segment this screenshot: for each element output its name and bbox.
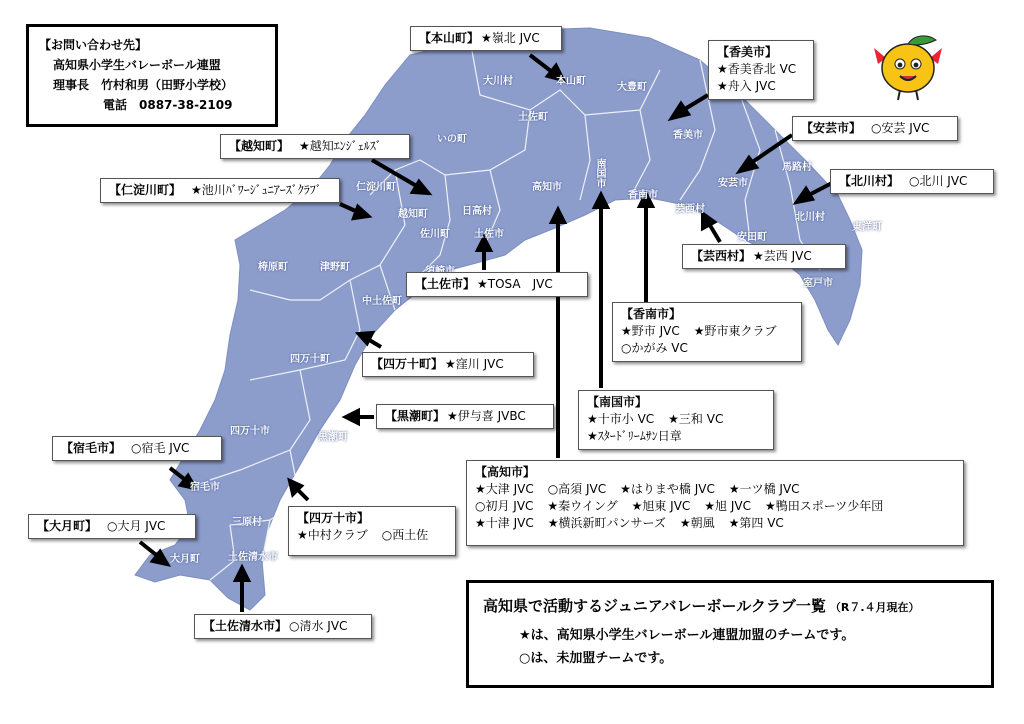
muni-label: 越知町 [398, 209, 428, 220]
team-name: ★ｽﾀｰﾄﾞﾘｰﾑｻﾝ日章 [587, 429, 682, 443]
muni-label: 高知市 [532, 182, 562, 193]
contact-heading: 【お問い合わせ先】 [39, 38, 148, 52]
contact-org: 高知県小学生バレーボール連盟 [53, 58, 221, 72]
team-name: ★秦ウイング [547, 499, 618, 513]
box-title: 【本山町】 [419, 31, 480, 45]
box-title: 【土佐市】 [415, 277, 476, 291]
muni-label: 三原村 [232, 517, 262, 528]
legend-box [466, 580, 994, 688]
muni-label: 土佐町 [518, 112, 548, 123]
team-name: ○かがみ VC [621, 341, 688, 355]
box-title: 【大月町】 [37, 519, 98, 533]
team-name: ★嶺北 JVC [481, 31, 540, 45]
yuzu-mascot-icon [862, 28, 954, 102]
team-box-kochi [466, 460, 964, 546]
muni-label: 香美市 [673, 130, 703, 141]
team-name: ★はりまや橋 JVC [620, 482, 715, 496]
muni-label: 安田町 [737, 232, 767, 243]
muni-label: 東洋町 [852, 222, 882, 233]
team-box-tosashimizu [194, 614, 372, 639]
team-box-kuroshio [376, 404, 554, 429]
box-title: 【芸西村】 [691, 249, 752, 263]
team-name: ○高須 JVC [547, 482, 607, 496]
box-title: 【四万十町】 [371, 357, 444, 371]
muni-label: 土佐市 [474, 229, 504, 240]
team-name: ★旭 JVC [704, 499, 751, 513]
box-title: 【北川村】 [839, 174, 900, 188]
muni-label: 津野町 [320, 262, 350, 273]
team-box-nankoku [578, 390, 774, 450]
team-box-kami [708, 40, 814, 100]
muni-label: 宿毛市 [190, 482, 220, 493]
contact-phone: 電話 0887-38-2109 [103, 98, 233, 112]
team-box-sukumo [52, 436, 222, 461]
team-name: ○清水 JVC [289, 619, 348, 633]
box-title: 【宿毛市】 [61, 441, 122, 455]
team-name: ★鴨田スポーツ少年団 [765, 499, 884, 513]
team-name: ○安芸 JVC [871, 121, 930, 135]
legend-note-star: ★は、高知県小学生バレーボール連盟加盟のチームです。 [519, 628, 855, 643]
team-name: ★越知ｴﾝｼﾞｪﾙｽﾞ [299, 139, 382, 153]
team-box-aki [792, 116, 958, 141]
team-name: ★第四 VC [728, 516, 784, 530]
box-title: 【高知市】 [475, 465, 536, 479]
muni-label: 日高村 [462, 206, 492, 217]
team-name: ★中村クラブ [297, 528, 368, 542]
legend-note-circle: ○は、未加盟チームです。 [519, 651, 673, 666]
box-title: 【土佐清水市】 [203, 619, 288, 633]
muni-label: いの町 [437, 134, 467, 145]
team-name: ★十市小 VC [587, 412, 655, 426]
team-box-otsuki [28, 514, 196, 539]
muni-label: 芸西村 [675, 204, 705, 215]
team-box-tosa-city [406, 272, 588, 297]
contact-chair: 理事長 竹村和男（田野小学校） [53, 78, 234, 92]
box-title: 【安芸市】 [801, 121, 862, 135]
team-name: ★三和 VC [668, 412, 724, 426]
team-box-shimanto-cho [362, 352, 534, 377]
muni-label: 佐川町 [420, 229, 450, 240]
muni-label: 北川村 [795, 212, 825, 223]
team-name: ○大月 JVC [107, 519, 166, 533]
team-name: ★野市 JVC [621, 324, 680, 338]
team-box-ochi [220, 134, 410, 159]
team-box-geisei [682, 244, 846, 269]
muni-label: 梼原町 [258, 262, 288, 273]
team-name: ★野市東クラブ [693, 324, 777, 338]
contact-info-box [26, 24, 278, 127]
muni-label: 本山町 [556, 76, 586, 87]
team-name: ★旭東 JVC [631, 499, 691, 513]
legend-title-row [483, 595, 977, 616]
box-title: 【四万十市】 [297, 511, 370, 525]
team-name: ★十津 JVC [475, 516, 534, 530]
box-title: 【香南市】 [621, 307, 682, 321]
team-box-motoyama [410, 26, 562, 51]
legend-title: 高知県で活動するジュニアバレーボールクラブ一覧 [483, 597, 826, 615]
muni-label: 四万十町 [290, 354, 330, 365]
muni-label: 大豊町 [617, 82, 647, 93]
muni-label: 安芸市 [718, 178, 748, 189]
muni-label: 黒潮町 [318, 432, 348, 443]
muni-label: 室戸市 [803, 278, 833, 289]
muni-label: 大月町 [170, 554, 200, 565]
muni-label: 南国市 [594, 158, 605, 188]
team-name: ○宿毛 JVC [131, 441, 190, 455]
team-name: ★一ツ橋 JVC [728, 482, 800, 496]
team-name: ★香美香北 VC [717, 62, 797, 76]
team-box-kitagawa [830, 169, 994, 194]
team-name: ○初月 JVC [475, 499, 534, 513]
team-name: ★窪川 JVC [445, 357, 504, 371]
muni-label: 土佐清水市 [228, 552, 278, 563]
box-title: 【黒潮町】 [385, 409, 446, 423]
box-title: 【仁淀川町】 [109, 183, 182, 197]
team-name: ★舟入 JVC [717, 79, 776, 93]
legend-date: （R７.４月現在） [829, 601, 920, 614]
muni-label: 大川村 [483, 76, 513, 87]
team-name: ★大津 JVC [475, 482, 534, 496]
muni-label: 仁淀川町 [356, 182, 396, 193]
team-name: ★池川ﾊﾞﾜｰｼﾞｭﾆｱｰｽﾞｸﾗﾌﾞ [191, 183, 322, 197]
muni-label: 中土佐町 [362, 296, 402, 307]
team-name: ★横浜新町パンサーズ [547, 516, 666, 530]
team-name: ★朝風 [679, 516, 715, 530]
team-name: ★TOSA JVC [477, 277, 553, 291]
muni-label: 四万十市 [230, 426, 270, 437]
team-name: ★芸西 JVC [753, 249, 812, 263]
team-box-niyodogawa [100, 178, 340, 203]
team-box-konan [612, 302, 802, 362]
team-name: ★伊与喜 JVBC [447, 409, 526, 423]
box-title: 【南国市】 [587, 395, 648, 409]
team-name: ○北川 JVC [909, 174, 968, 188]
box-title: 【香美市】 [717, 45, 778, 59]
muni-label: 馬路村 [782, 162, 812, 173]
box-title: 【越知町】 [229, 139, 290, 153]
team-box-shimanto-city [288, 506, 456, 556]
team-name: ○西土佐 [381, 528, 429, 542]
muni-label: 香南市 [628, 190, 658, 201]
